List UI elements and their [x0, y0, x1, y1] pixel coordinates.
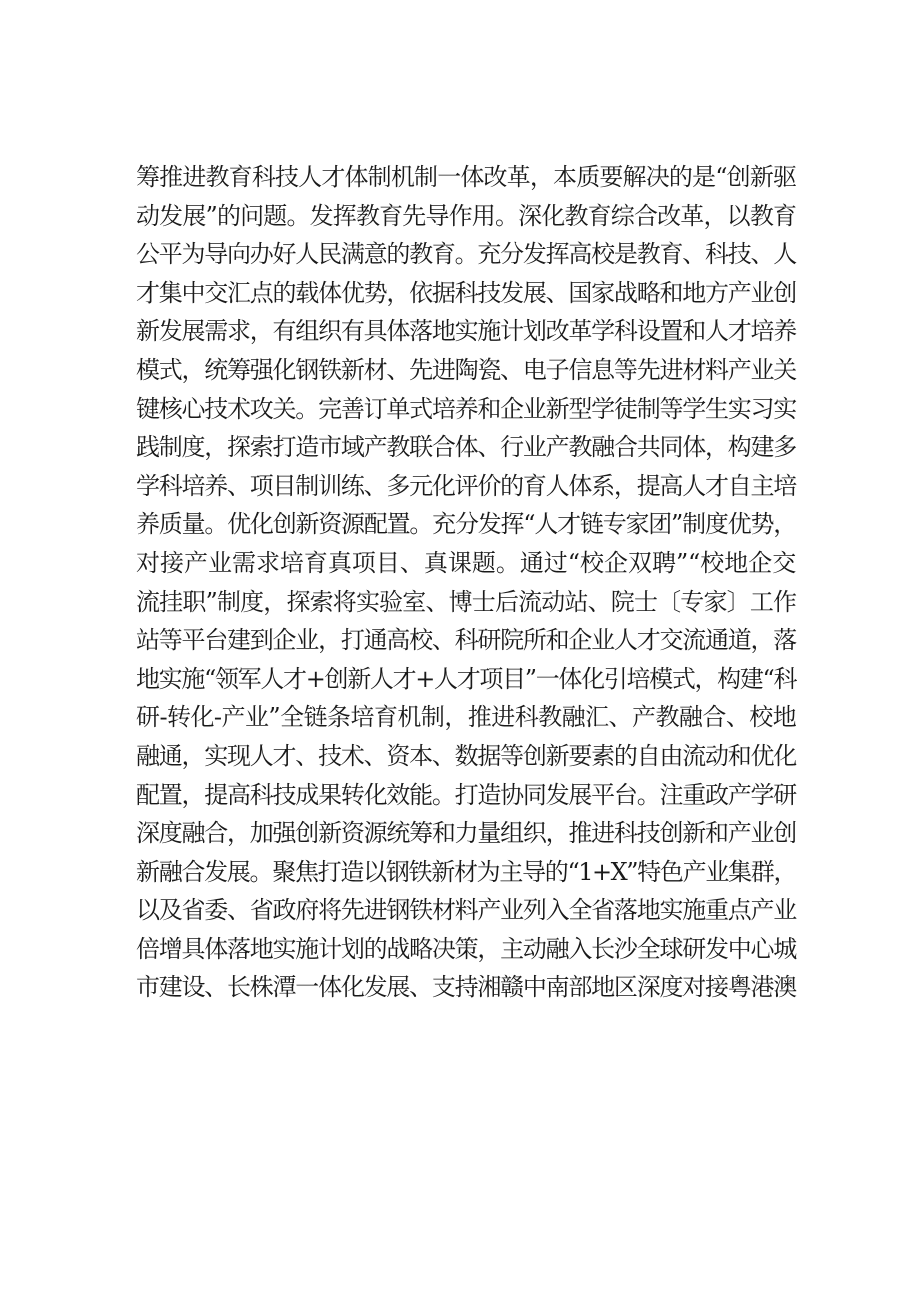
text-line: 学科培养、项目制训练、多元化评价的育人体系，提高人才自主培: [136, 471, 796, 500]
text-line: 模式，统筹强化钢铁新材、先进陶瓷、电子信息等先进材料产业关: [136, 355, 796, 384]
text-line: 才集中交汇点的载体优势，依据科技发展、国家战略和地方产业创: [136, 278, 796, 307]
text-line: 倍增具体落地实施计划的战略决策，主动融入长沙全球研发中心城: [136, 934, 796, 963]
text-line: 键核心技术攻关。完善订单式培养和企业新型学徒制等学生实习实: [136, 394, 796, 423]
text-line: 新发展需求，有组织有具体落地实施计划改革学科设置和人才培养: [136, 317, 796, 346]
text-line: 站等平台建到企业，打通高校、科研院所和企业人才交流通道，落: [136, 626, 796, 655]
text-line: 地实施“领军人才+创新人才+人才项目”一体化引培模式，构建“科: [136, 664, 796, 693]
text-line: 融通，实现人才、技术、资本、数据等创新要素的自由流动和优化: [136, 741, 796, 770]
text-line: 公平为导向办好人民满意的教育。充分发挥高校是教育、科技、人: [136, 240, 796, 269]
text-line: 研-转化-产业”全链条培育机制，推进科教融汇、产教融合、校地: [136, 703, 796, 732]
text-line: 以及省委、省政府将先进钢铁材料产业列入全省落地实施重点产业: [136, 896, 796, 925]
text-line: 动发展”的问题。发挥教育先导作用。深化教育综合改革，以教育: [136, 201, 796, 230]
text-line: 流挂职”制度，探索将实验室、博士后流动站、院士〔专家〕工作: [136, 587, 796, 616]
text-line: 养质量。优化创新资源配置。充分发挥“人才链专家团”制度优势，: [136, 510, 796, 539]
text-line: 筹推进教育科技人才体制机制一体改革，本质要解决的是“创新驱: [136, 163, 796, 191]
text-line: 深度融合，加强创新资源统筹和力量组织，推进科技创新和产业创: [136, 819, 796, 848]
text-line: 对接产业需求培育真项目、真课题。通过“校企双聘”“校地企交: [136, 548, 796, 577]
text-line: 践制度，探索打造市域产教联合体、行业产教融合共同体，构建多: [136, 433, 796, 462]
text-line: 新融合发展。聚焦打造以钢铁新材为主导的“1+X”特色产业集群，: [136, 857, 796, 886]
text-line: 配置，提高科技成果转化效能。打造协同发展平台。注重政产学研: [136, 780, 796, 809]
text-line: 市建设、长株潭一体化发展、支持湘赣中南部地区深度对接粤港澳: [136, 973, 796, 1002]
body-paragraph: [136, 158, 796, 1007]
